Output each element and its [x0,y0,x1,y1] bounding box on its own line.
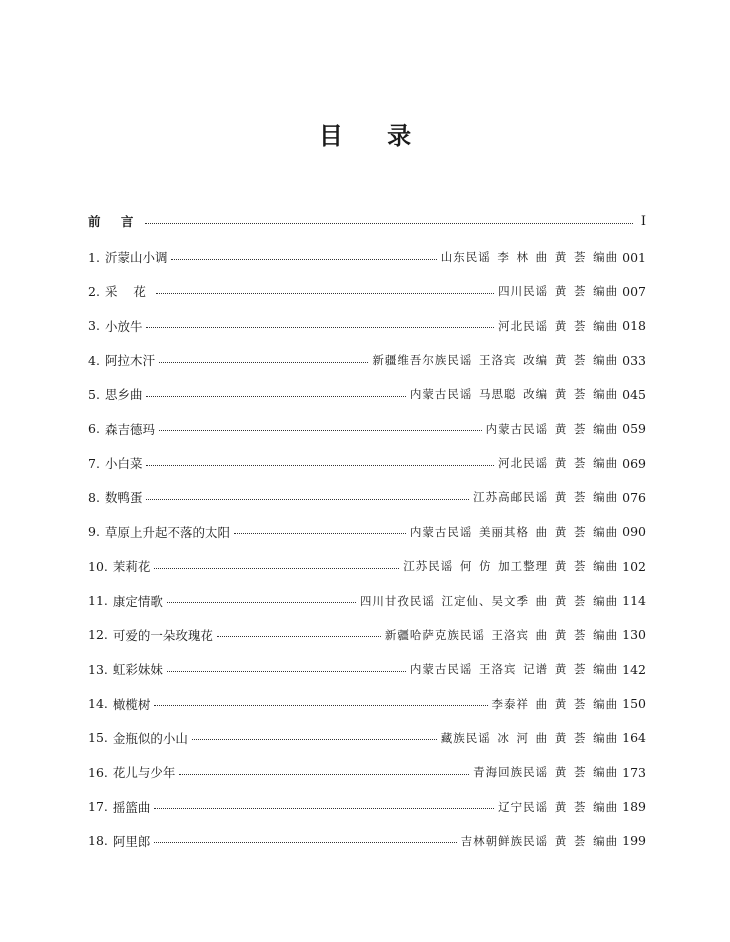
toc-entry[interactable] [88,624,646,646]
entry-credit: 内蒙古民谣 王洛宾 记谱 黄 荟 编曲 [409,662,619,677]
toc-entry[interactable] [88,727,646,749]
entry-page-number: 045 [622,386,646,402]
entry-credit: 江苏高邮民谣 黄 荟 编曲 [473,490,619,505]
entry-title: 采 花 [104,284,152,300]
entry-page-number: 173 [622,764,646,780]
entry-number: 7. [88,455,100,471]
entry-number: 8. [88,489,100,505]
entry-title: 橄榄树 [112,696,151,712]
toc-entry[interactable] [88,521,646,543]
entry-page-number: 164 [622,730,646,746]
dot-leader [159,430,482,431]
entry-credit: 内蒙古民谣 马思聪 改编 黄 荟 编曲 [409,387,619,402]
entry-title: 思乡曲 [104,387,143,403]
entry-number: 12. [88,627,108,643]
toc-entry[interactable] [88,658,646,680]
dot-leader [146,396,405,397]
preface-title: 前 言 [88,214,142,229]
entry-credit: 李泰祥 曲 黄 荟 编曲 [491,696,619,711]
entry-credit: 吉林朝鲜族民谣 黄 荟 编曲 [460,833,619,848]
entry-page-number: 076 [622,489,646,505]
entry-page-number: 130 [622,627,646,643]
toc-entry[interactable] [88,452,646,474]
entry-credit: 内蒙古民谣 黄 荟 编曲 [485,421,619,436]
dot-leader [145,223,633,224]
entry-number: 16. [88,764,108,780]
entry-title: 虹彩妹妹 [112,662,163,678]
dot-leader [217,636,381,637]
entry-number: 2. [88,283,100,299]
toc-entry[interactable] [88,349,646,371]
entry-credit: 青海回族民谣 黄 荟 编曲 [473,765,619,780]
entry-number: 4. [88,352,100,368]
entry-number: 6. [88,421,100,437]
entry-number: 18. [88,833,108,849]
entry-title: 摇篮曲 [112,799,151,815]
dot-leader [146,499,469,500]
entry-page-number: 199 [622,833,646,849]
entry-title: 草原上升起不落的太阳 [104,524,230,540]
page-title: 目 录 [318,122,430,150]
dot-leader [167,671,406,672]
entry-title: 康定情歌 [112,593,163,609]
entry-credit: 新疆哈萨克族民谣 王洛宾 曲 黄 荟 编曲 [384,627,619,642]
dot-leader [159,362,368,363]
entry-number: 17. [88,799,108,815]
entry-title: 阿里郎 [112,833,151,849]
entry-page-number: 059 [622,421,646,437]
entry-credit: 内蒙古民谣 美丽其格 曲 黄 荟 编曲 [409,524,619,539]
dot-leader [179,774,469,775]
entry-title: 金瓶似的小山 [112,730,188,746]
preface-page-number: I [640,213,646,229]
toc-entry[interactable] [88,486,646,508]
entry-number: 11. [88,593,108,608]
entry-number: 9. [88,524,100,540]
entry-title: 茉莉花 [112,559,151,575]
entry-page-number: 069 [622,455,646,471]
entry-title: 可爱的一朵玫瑰花 [112,627,213,643]
toc-entry[interactable] [88,315,646,337]
entry-title: 小白菜 [104,456,143,472]
dot-leader [192,739,437,740]
dot-leader [167,602,356,603]
entry-title: 小放牛 [104,318,143,334]
dot-leader [171,259,436,260]
dot-leader [146,465,494,466]
entry-title: 沂蒙山小调 [104,250,168,265]
entry-credit: 辽宁民谣 黄 荟 编曲 [498,799,619,814]
entry-number: 1. [88,249,100,265]
entry-number: 13. [88,661,108,677]
entry-number: 5. [88,386,100,402]
entry-credit: 河北民谣 黄 荟 编曲 [498,318,619,333]
entry-page-number: 033 [622,352,646,368]
entry-credit: 河北民谣 黄 荟 编曲 [498,456,619,471]
entry-number: 3. [88,318,100,334]
toc-entry[interactable] [88,693,646,715]
entry-page-number: 189 [622,799,646,815]
toc-entry[interactable] [88,246,646,268]
dot-leader [146,327,494,328]
entry-credit: 四川甘孜民谣 江定仙、吴文季 曲 黄 荟 编曲 [359,593,619,608]
entry-credit: 新疆维吾尔族民谣 王洛宾 改编 黄 荟 编曲 [372,353,619,368]
entry-page-number: 142 [622,661,646,677]
entry-page-number: 018 [622,318,646,334]
toc-entry[interactable] [88,383,646,405]
toc-entry[interactable] [88,761,646,783]
entry-title: 数鸭蛋 [104,490,143,506]
toc-entry[interactable] [88,830,646,852]
entry-credit: 藏族民谣 冰 河 曲 黄 荟 编曲 [440,730,619,745]
dot-leader [156,293,494,294]
dot-leader [234,533,406,534]
entry-credit: 四川民谣 黄 荟 编曲 [498,284,619,299]
entry-page-number: 102 [622,558,646,574]
dot-leader [154,842,456,843]
entry-page-number: 114 [622,593,646,608]
entry-number: 15. [88,730,108,746]
entry-title: 阿拉木汗 [104,353,155,369]
toc-entry[interactable] [88,590,646,612]
entry-number: 10. [88,558,108,574]
toc-entry[interactable] [88,555,646,577]
entry-page-number: 001 [622,249,646,265]
dot-leader [154,568,399,569]
entry-title: 花儿与少年 [112,765,176,781]
entry-page-number: 090 [622,524,646,540]
dot-leader [154,808,494,809]
entry-page-number: 007 [622,283,646,299]
dot-leader [154,705,487,706]
toc-entry[interactable] [88,280,646,302]
toc-entry[interactable] [88,418,646,440]
entry-page-number: 150 [622,696,646,712]
toc-entry[interactable] [88,796,646,818]
toc-entry-preface[interactable] [88,210,646,232]
entry-credit: 江苏民谣 何 仿 加工整理 黄 荟 编曲 [403,559,619,574]
entry-credit: 山东民谣 李 林 曲 黄 荟 编曲 [440,250,619,264]
entry-title: 森吉德玛 [104,421,155,437]
entry-number: 14. [88,696,108,712]
